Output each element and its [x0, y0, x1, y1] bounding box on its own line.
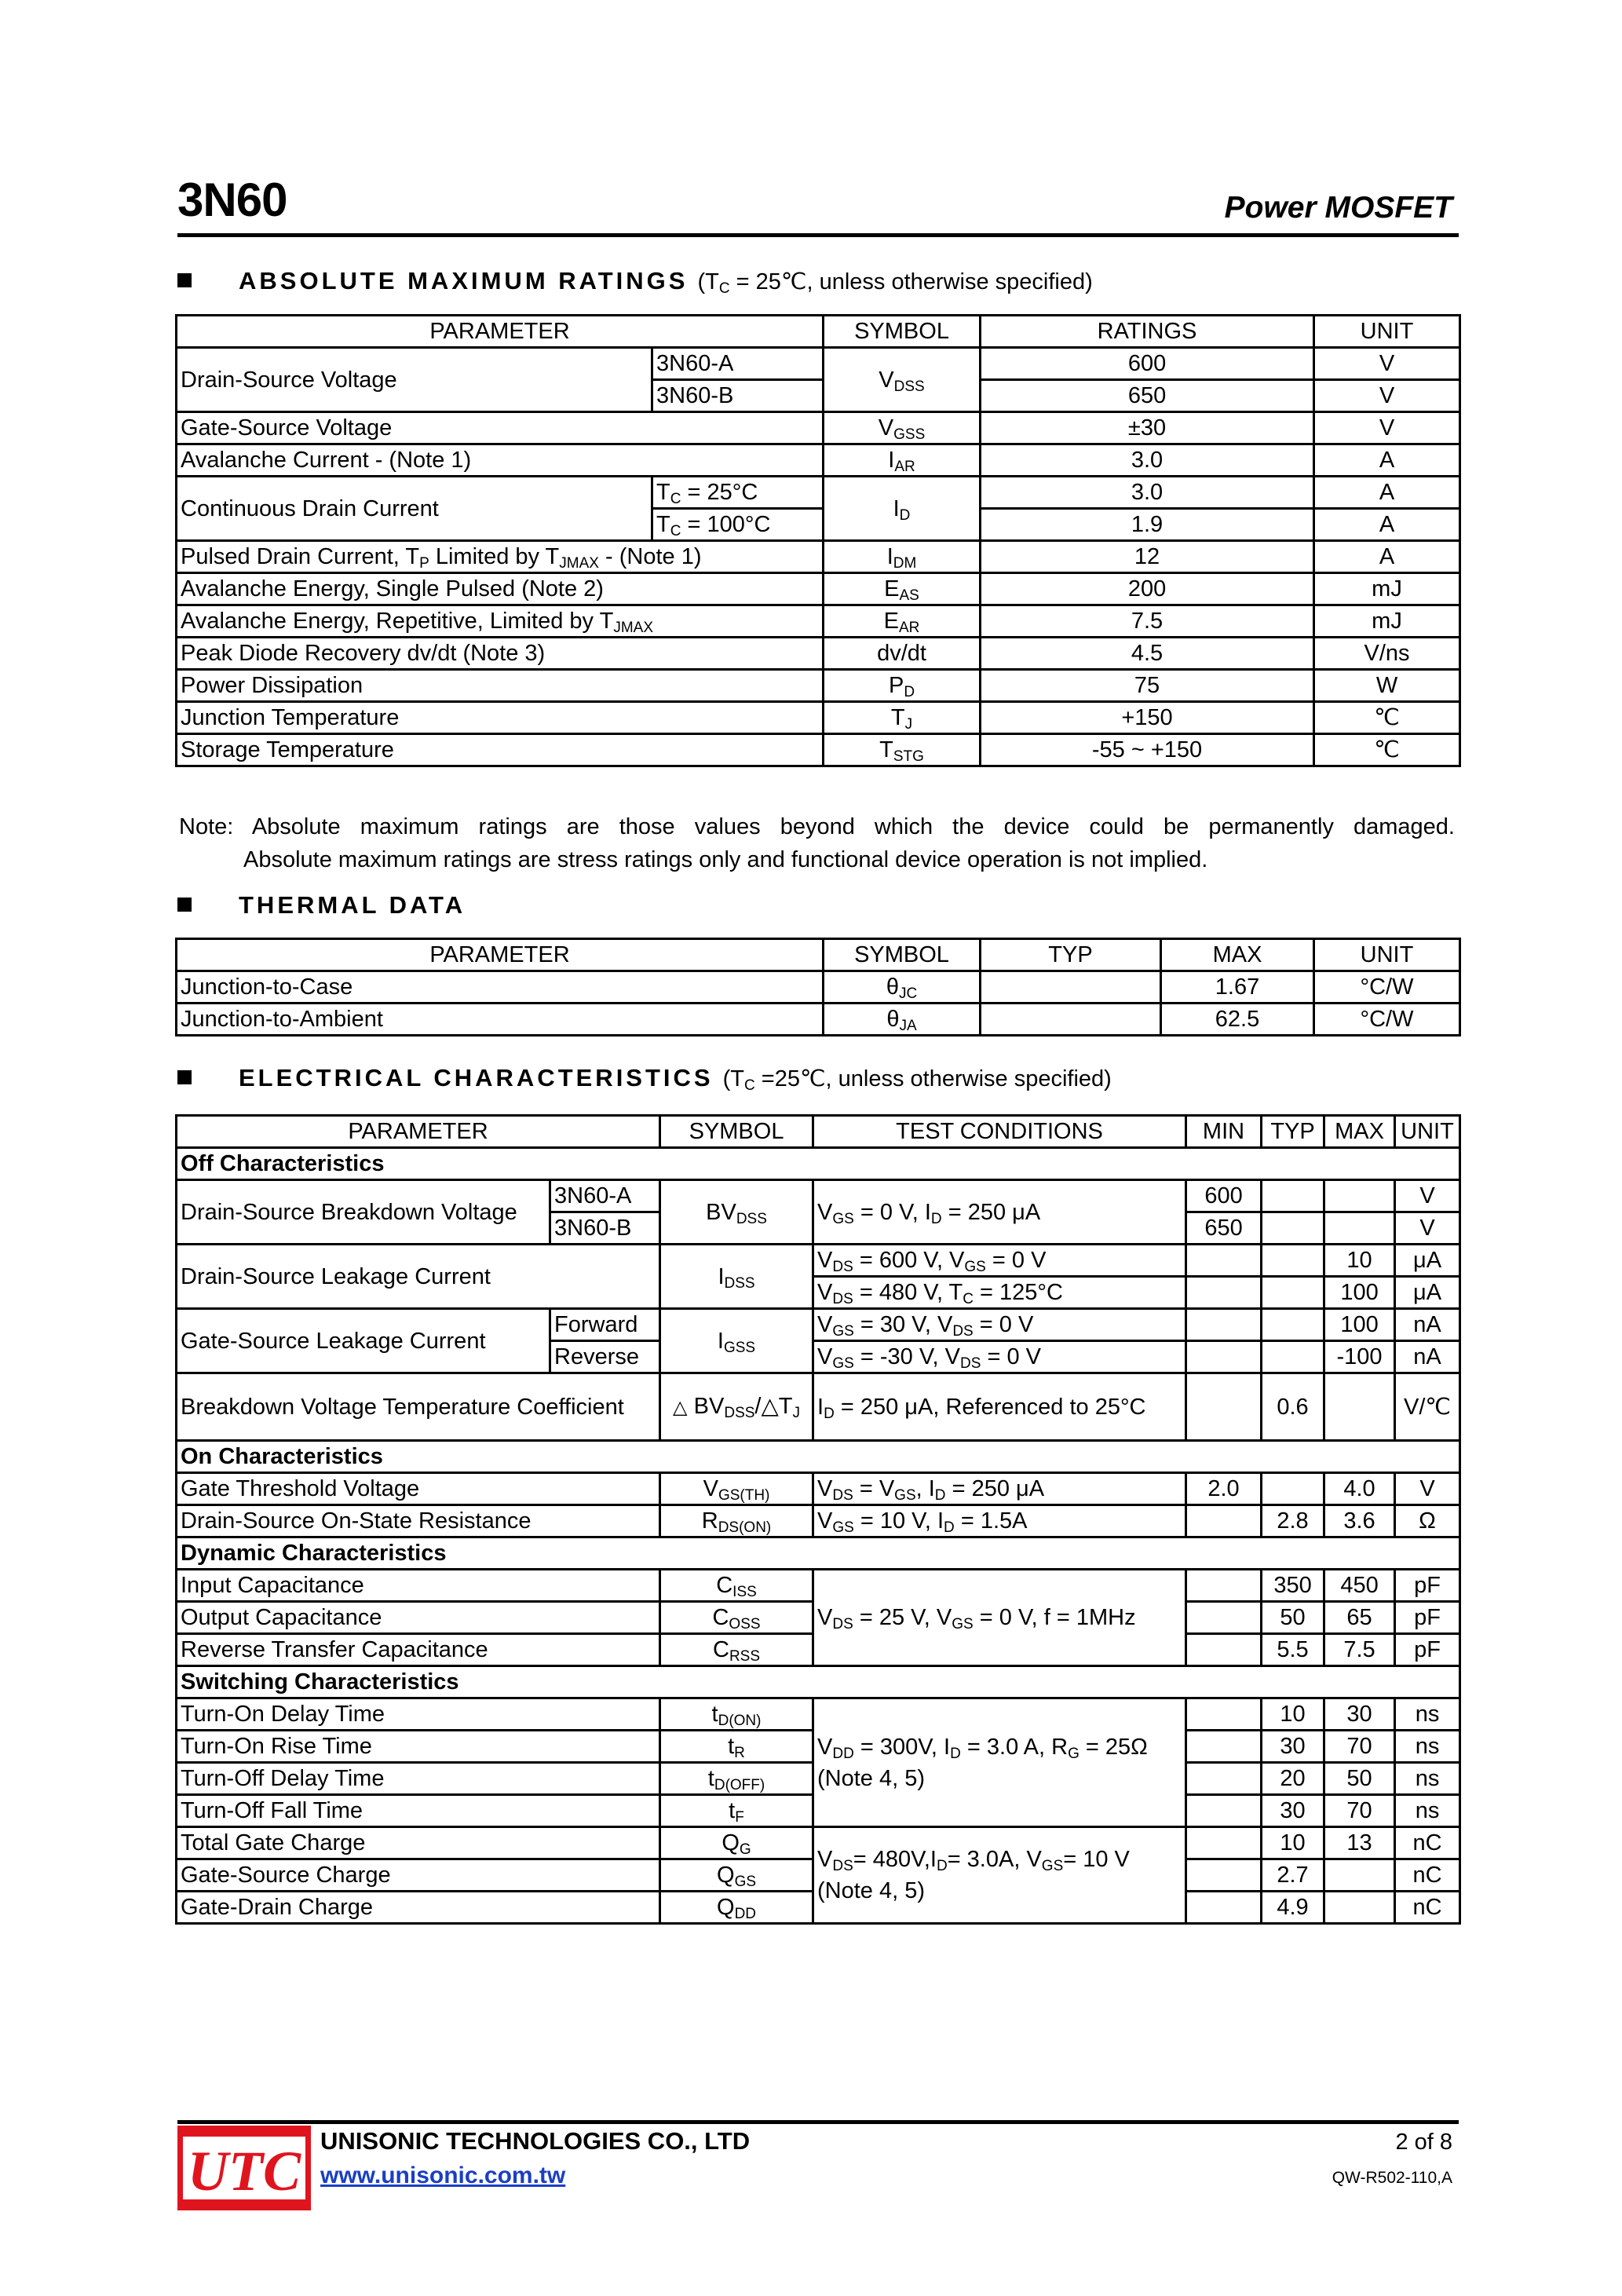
typ-cell: 0.6 — [1262, 1373, 1324, 1441]
typ-cell: 30 — [1262, 1731, 1324, 1763]
param-cell: Turn-On Rise Time — [177, 1731, 660, 1763]
unit-cell: A — [1314, 541, 1460, 573]
param-cell: Turn-Off Delay Time — [177, 1763, 660, 1795]
min-cell — [1186, 1827, 1262, 1859]
param-cell: Gate Threshold Voltage — [177, 1473, 660, 1505]
unit-cell: nC — [1395, 1827, 1460, 1859]
electrical-table — [175, 1114, 1461, 1925]
note-line: Absolute maximum ratings are stress ratings only and functional device operation is not implied. — [243, 847, 1208, 872]
unit-cell: nC — [1395, 1859, 1460, 1892]
section-row — [177, 1441, 1460, 1473]
max-cell: 3.6 — [1324, 1505, 1395, 1537]
symbol-cell: $I_{GSS}$ — [660, 1309, 813, 1373]
section-label: Off Characteristics — [177, 1148, 1460, 1180]
param-cell: Turn-On Delay Time — [177, 1698, 660, 1731]
symbol-cell: $t_{D(ON)}$ — [660, 1698, 813, 1731]
typ-cell — [1262, 1341, 1324, 1373]
unit-cell: mJ — [1314, 573, 1460, 605]
unit-cell: Ω — [1395, 1505, 1460, 1537]
rating-cell: 12 — [981, 541, 1314, 573]
param-cell: Drain-Source Leakage Current — [177, 1245, 660, 1309]
table-row — [177, 444, 1460, 477]
header-cell: SYMBOL — [660, 1116, 813, 1148]
min-cell — [1186, 1731, 1262, 1763]
param-cell: Junction-to-Case — [177, 971, 824, 1004]
unit-cell: V/ns — [1314, 638, 1460, 670]
section-row — [177, 1537, 1460, 1570]
min-cell — [1186, 1505, 1262, 1537]
sub-cell: 3N60-B — [652, 380, 824, 412]
typ-cell: 4.9 — [1262, 1892, 1324, 1924]
abs-note — [179, 810, 1455, 876]
rating-cell: 1.9 — [981, 509, 1314, 541]
param-cell: Junction-to-Ambient — [177, 1004, 824, 1036]
min-cell — [1186, 1309, 1262, 1341]
product-type: Power MOSFET — [1224, 191, 1452, 225]
sub-cell: Forward — [550, 1309, 660, 1341]
max-cell — [1324, 1212, 1395, 1245]
unit-cell: W — [1314, 670, 1460, 702]
symbol-cell: $E_{AS}$ — [824, 573, 981, 605]
max-cell — [1324, 1180, 1395, 1212]
header-cell: MAX — [1324, 1116, 1395, 1148]
symbol-cell: $R_{DS(ON)}$ — [660, 1505, 813, 1537]
symbol-cell: $\theta_{JA}$ — [824, 1004, 981, 1036]
max-cell: 10 — [1324, 1245, 1395, 1277]
table-row — [177, 605, 1460, 638]
unit-cell: mJ — [1314, 605, 1460, 638]
header-cell: MAX — [1161, 939, 1314, 971]
min-cell — [1186, 1892, 1262, 1924]
condition-cell: $V_{GS} = 10$ V, $I_D = 1.5A$ — [813, 1505, 1186, 1537]
min-cell: 600 — [1186, 1180, 1262, 1212]
table-row — [177, 1004, 1460, 1036]
unit-cell: A — [1314, 477, 1460, 509]
unit-cell: V — [1395, 1212, 1460, 1245]
symbol-cell: $I_{DM}$ — [824, 541, 981, 573]
symbol-cell: $T_{STG}$ — [824, 734, 981, 766]
header-cell: PARAMETER — [177, 316, 824, 348]
min-cell — [1186, 1602, 1262, 1634]
unit-cell: ℃ — [1314, 734, 1460, 766]
max-cell — [1324, 1892, 1395, 1924]
unit-cell: V — [1395, 1180, 1460, 1212]
condition-cell: $V_{GS} = 30$ V, $V_{DS} = 0$ V — [813, 1309, 1186, 1341]
company-name: UNISONIC TECHNOLOGIES CO., LTD — [320, 2127, 751, 2155]
param-cell: Gate-Source Charge — [177, 1859, 660, 1892]
typ-cell — [1262, 1277, 1324, 1309]
section-condition: ($T_C$ =25℃, unless otherwise specified) — [722, 1066, 1112, 1094]
table-row — [177, 412, 1460, 444]
min-cell — [1186, 1795, 1262, 1827]
condition-cell: $V_{DS} = V_{GS}$, $I_D = 250$ μA — [813, 1473, 1186, 1505]
max-cell — [1324, 1373, 1395, 1441]
abs-max-table — [175, 314, 1461, 767]
param-cell: Breakdown Voltage Temperature Coefficient — [177, 1373, 660, 1441]
typ-cell — [1262, 1309, 1324, 1341]
param-cell: Reverse Transfer Capacitance — [177, 1634, 660, 1666]
typ-cell: 10 — [1262, 1827, 1324, 1859]
symbol-cell: $t_R$ — [660, 1731, 813, 1763]
max-cell: 13 — [1324, 1827, 1395, 1859]
param-cell: Storage Temperature — [177, 734, 824, 766]
table-row — [177, 702, 1460, 734]
website-link[interactable]: www.unisonic.com.tw — [320, 2163, 566, 2188]
param-cell: Input Capacitance — [177, 1570, 660, 1602]
max-cell: 50 — [1324, 1763, 1395, 1795]
max-cell: 70 — [1324, 1731, 1395, 1763]
symbol-cell: $C_{ISS}$ — [660, 1570, 813, 1602]
unit-cell: A — [1314, 509, 1460, 541]
table-row — [177, 734, 1460, 766]
param-cell: Total Gate Charge — [177, 1827, 660, 1859]
header-cell: SYMBOL — [824, 939, 981, 971]
typ-cell — [1262, 1212, 1324, 1245]
symbol-cell: △ $BV_{DSS}/\triangle T_J$ — [660, 1373, 813, 1441]
table-row — [177, 477, 1460, 509]
min-cell: 2.0 — [1186, 1473, 1262, 1505]
param-cell: Continuous Drain Current — [177, 477, 652, 541]
unit-cell: ℃ — [1314, 702, 1460, 734]
symbol-cell: $t_F$ — [660, 1795, 813, 1827]
svg-text:UTC: UTC — [188, 2140, 301, 2203]
min-cell — [1186, 1277, 1262, 1309]
header-cell: TYP — [981, 939, 1161, 971]
header-cell: PARAMETER — [177, 1116, 660, 1148]
symbol-cell: $T_J$ — [824, 702, 981, 734]
rating-cell: 600 — [981, 348, 1314, 380]
header-rule — [177, 233, 1459, 237]
typ-cell — [1262, 1473, 1324, 1505]
sub-cell: 3N60-A — [550, 1180, 660, 1212]
table-header-row — [177, 1116, 1460, 1148]
section-label: On Characteristics — [177, 1441, 1460, 1473]
typ-cell — [1262, 1180, 1324, 1212]
symbol-cell: $\theta_{JC}$ — [824, 971, 981, 1004]
min-cell — [1186, 1245, 1262, 1277]
symbol-cell: $V_{DSS}$ — [824, 348, 981, 412]
condition-cell: $V_{DS} = 25$ V, $V_{GS} = 0$ V, f = 1MHz — [813, 1570, 1186, 1666]
rating-cell: -55 ~ +150 — [981, 734, 1314, 766]
param-cell: Avalanche Energy, Single Pulsed (Note 2) — [177, 573, 824, 605]
min-cell — [1186, 1341, 1262, 1373]
param-cell: Drain-Source On-State Resistance — [177, 1505, 660, 1537]
unit-cell: V — [1314, 380, 1460, 412]
unit-cell: pF — [1395, 1570, 1460, 1602]
typ-cell: 350 — [1262, 1570, 1324, 1602]
typ-cell — [981, 971, 1161, 1004]
max-cell: -100 — [1324, 1341, 1395, 1373]
table-row — [177, 1180, 1460, 1212]
rating-cell: 3.0 — [981, 477, 1314, 509]
param-cell: Gate-Drain Charge — [177, 1892, 660, 1924]
symbol-cell: $I_{DSS}$ — [660, 1245, 813, 1309]
typ-cell — [981, 1004, 1161, 1036]
table-row — [177, 1698, 1460, 1731]
symbol-cell: $Q_{GS}$ — [660, 1859, 813, 1892]
min-cell: 650 — [1186, 1212, 1262, 1245]
symbol-cell: $I_{AR}$ — [824, 444, 981, 477]
symbol-cell: $P_D$ — [824, 670, 981, 702]
table-header-row — [177, 939, 1460, 971]
min-cell — [1186, 1634, 1262, 1666]
param-cell: Peak Diode Recovery dv/dt (Note 3) — [177, 638, 824, 670]
condition-cell: $V_{GS} = -30$ V, $V_{DS} = 0$ V — [813, 1341, 1186, 1373]
header-cell: RATINGS — [981, 316, 1314, 348]
sub-cell: $T_C = 25^\circ C$ — [652, 477, 824, 509]
symbol-cell: $Q_{DD}$ — [660, 1892, 813, 1924]
table-row — [177, 1570, 1460, 1602]
symbol-cell: $Q_G$ — [660, 1827, 813, 1859]
param-cell: Output Capacitance — [177, 1602, 660, 1634]
footer-rule — [177, 2120, 1459, 2124]
header-cell: TEST CONDITIONS — [813, 1116, 1186, 1148]
symbol-cell: $I_D$ — [824, 477, 981, 541]
unit-cell: μA — [1395, 1277, 1460, 1309]
symbol-cell: $E_{AR}$ — [824, 605, 981, 638]
condition-cell: $V_{GS} = 0$ V, $I_D = 250$ μA — [813, 1180, 1186, 1245]
symbol-cell: $V_{GSS}$ — [824, 412, 981, 444]
param-cell: Drain-Source Breakdown Voltage — [177, 1180, 550, 1245]
max-cell: 100 — [1324, 1309, 1395, 1341]
max-cell — [1324, 1859, 1395, 1892]
page-number: 2 of 8 — [1395, 2130, 1452, 2155]
unit-cell: A — [1314, 444, 1460, 477]
typ-cell — [1262, 1245, 1324, 1277]
min-cell — [1186, 1859, 1262, 1892]
table-header-row — [177, 316, 1460, 348]
abs-section-heading — [177, 267, 1093, 295]
rating-cell: ±30 — [981, 412, 1314, 444]
square-bullet-icon — [177, 898, 192, 912]
max-cell: 7.5 — [1324, 1634, 1395, 1666]
unit-cell: nA — [1395, 1309, 1460, 1341]
typ-cell: 2.8 — [1262, 1505, 1324, 1537]
unit-cell: ns — [1395, 1795, 1460, 1827]
table-row — [177, 971, 1460, 1004]
document-number: QW-R502-110,A — [1332, 2169, 1452, 2187]
unit-cell: V/℃ — [1395, 1373, 1460, 1441]
symbol-cell: dv/dt — [824, 638, 981, 670]
section-label: Dynamic Characteristics — [177, 1537, 1460, 1570]
rating-cell: 7.5 — [981, 605, 1314, 638]
table-row — [177, 348, 1460, 380]
min-cell — [1186, 1763, 1262, 1795]
typ-cell: 2.7 — [1262, 1859, 1324, 1892]
unit-cell: V — [1314, 348, 1460, 380]
param-cell: Turn-Off Fall Time — [177, 1795, 660, 1827]
table-row — [177, 670, 1460, 702]
header-cell: UNIT — [1314, 316, 1460, 348]
max-cell: 1.67 — [1161, 971, 1314, 1004]
section-title: ELECTRICAL CHARACTERISTICS — [239, 1064, 714, 1091]
unit-cell: μA — [1395, 1245, 1460, 1277]
header-cell: MIN — [1186, 1116, 1262, 1148]
table-row — [177, 1373, 1460, 1441]
rating-cell: 3.0 — [981, 444, 1314, 477]
section-condition: ($T_C$ = 25℃, unless otherwise specified) — [697, 269, 1093, 297]
symbol-cell: $V_{GS(TH)}$ — [660, 1473, 813, 1505]
rating-cell: 200 — [981, 573, 1314, 605]
square-bullet-icon — [177, 273, 192, 287]
min-cell — [1186, 1698, 1262, 1731]
param-cell: Junction Temperature — [177, 702, 824, 734]
table-row — [177, 573, 1460, 605]
sub-cell: $T_C = 100^\circ C$ — [652, 509, 824, 541]
header-cell: PARAMETER — [177, 939, 824, 971]
table-row — [177, 1505, 1460, 1537]
unit-cell: V — [1314, 412, 1460, 444]
typ-cell: 50 — [1262, 1602, 1324, 1634]
max-cell: 70 — [1324, 1795, 1395, 1827]
table-row — [177, 1473, 1460, 1505]
unit-cell: ns — [1395, 1731, 1460, 1763]
param-cell: Gate-Source Leakage Current — [177, 1309, 550, 1373]
condition-cell: $V_{DS} = 600$ V, $V_{GS} = 0$ V — [813, 1245, 1186, 1277]
symbol-cell: $C_{RSS}$ — [660, 1634, 813, 1666]
param-cell: Power Dissipation — [177, 670, 824, 702]
unit-cell: V — [1395, 1473, 1460, 1505]
rating-cell: +150 — [981, 702, 1314, 734]
table-row — [177, 541, 1460, 573]
unit-cell: ns — [1395, 1698, 1460, 1731]
param-cell: Drain-Source Voltage — [177, 348, 652, 412]
unit-cell: °C/W — [1314, 971, 1460, 1004]
sub-cell: Reverse — [550, 1341, 660, 1373]
min-cell — [1186, 1373, 1262, 1441]
param-cell: Gate-Source Voltage — [177, 412, 824, 444]
typ-cell: 5.5 — [1262, 1634, 1324, 1666]
section-row — [177, 1666, 1460, 1698]
unit-cell: nC — [1395, 1892, 1460, 1924]
square-bullet-icon — [177, 1070, 192, 1084]
typ-cell: 20 — [1262, 1763, 1324, 1795]
param-cell: Pulsed Drain Current, $T_P$ Limited by $T_{JMAX}$ - (Note 1) — [177, 541, 824, 573]
rating-cell: 4.5 — [981, 638, 1314, 670]
table-row — [177, 1309, 1460, 1341]
max-cell: 62.5 — [1161, 1004, 1314, 1036]
header-cell: TYP — [1262, 1116, 1324, 1148]
rating-cell: 75 — [981, 670, 1314, 702]
param-cell: Avalanche Energy, Repetitive, Limited by $T_{JMAX}$ — [177, 605, 824, 638]
elec-section-heading — [177, 1064, 1112, 1092]
table-row — [177, 1245, 1460, 1277]
unit-cell: nA — [1395, 1341, 1460, 1373]
max-cell: 30 — [1324, 1698, 1395, 1731]
max-cell: 65 — [1324, 1602, 1395, 1634]
max-cell: 4.0 — [1324, 1473, 1395, 1505]
part-number: 3N60 — [177, 174, 287, 226]
unit-cell: pF — [1395, 1634, 1460, 1666]
section-label: Switching Characteristics — [177, 1666, 1460, 1698]
max-cell: 450 — [1324, 1570, 1395, 1602]
condition-cell: $V_{DS} = 480$ V, $T_C = 125^\circ C$ — [813, 1277, 1186, 1309]
param-cell: Avalanche Current - (Note 1) — [177, 444, 824, 477]
section-row — [177, 1148, 1460, 1180]
utc-logo — [177, 2126, 311, 2210]
table-row — [177, 638, 1460, 670]
condition-cell: $V_{DD} = 300V$, $I_D = 3.0$ A, $R_G = 25\Omega$ (Note 4, 5) — [813, 1698, 1186, 1827]
typ-cell: 10 — [1262, 1698, 1324, 1731]
unit-cell: ns — [1395, 1763, 1460, 1795]
thermal-table — [175, 938, 1461, 1036]
condition-cell: $I_D = 250$ μA, Referenced to 25°C — [813, 1373, 1186, 1441]
rating-cell: 650 — [981, 380, 1314, 412]
header-cell: UNIT — [1314, 939, 1460, 971]
table-row — [177, 1827, 1460, 1859]
typ-cell: 30 — [1262, 1795, 1324, 1827]
symbol-cell: $C_{OSS}$ — [660, 1602, 813, 1634]
max-cell: 100 — [1324, 1277, 1395, 1309]
symbol-cell: $t_{D(OFF)}$ — [660, 1763, 813, 1795]
min-cell — [1186, 1570, 1262, 1602]
thermal-section-heading — [177, 891, 466, 919]
unit-cell: pF — [1395, 1602, 1460, 1634]
header-cell: SYMBOL — [824, 316, 981, 348]
header-cell: UNIT — [1395, 1116, 1460, 1148]
sub-cell: 3N60-A — [652, 348, 824, 380]
section-title: ABSOLUTE MAXIMUM RATINGS — [239, 267, 689, 294]
note-line: Note: Absolute maximum ratings are those values beyond which the device could be permanently damaged. — [179, 814, 1455, 839]
section-title: THERMAL DATA — [239, 891, 466, 919]
symbol-cell: $BV_{DSS}$ — [660, 1180, 813, 1245]
unit-cell: °C/W — [1314, 1004, 1460, 1036]
sub-cell: 3N60-B — [550, 1212, 660, 1245]
condition-cell: $V_{DS}= 480V,I_D= 3.0A$, $V_{GS}= 10$ V (Note 4, 5) — [813, 1827, 1186, 1924]
